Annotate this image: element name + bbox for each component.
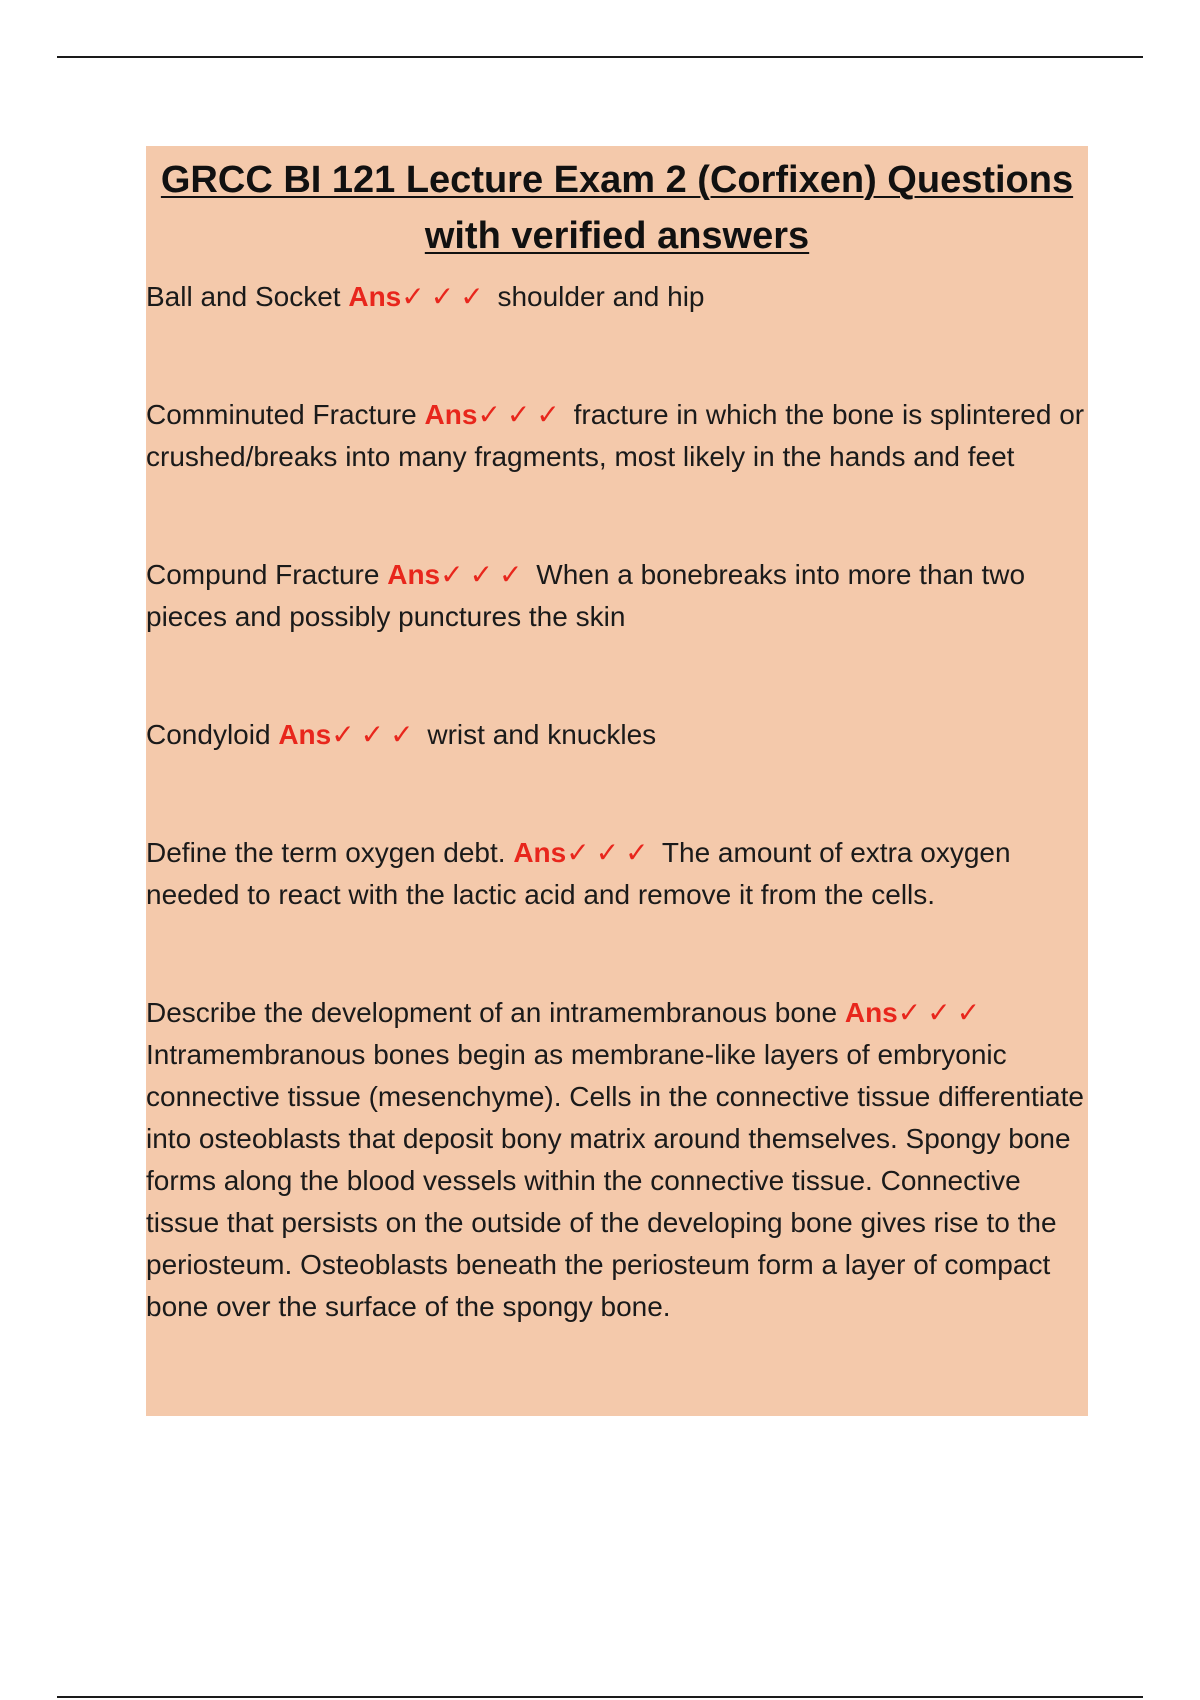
qa-item <box>146 276 1088 318</box>
document-title <box>146 146 1088 264</box>
qa-item <box>146 714 1088 756</box>
question-text: Condyloid <box>146 719 271 750</box>
answer-text: fracture in which the bone is splintered or crushed/breaks into many fragments, most likely in the hands and feet <box>146 399 1085 472</box>
answer-text: When a bonebreaks into more than two pieces and possibly punctures the skin <box>146 559 1026 632</box>
answer-text: wrist and knuckles <box>427 719 657 750</box>
question-text: Define the term oxygen debt. <box>146 837 506 868</box>
qa-item <box>146 394 1088 478</box>
ans-label: Ans <box>844 997 898 1028</box>
title-line-1: GRCC BI 121 Lecture Exam 2 (Corfixen) Questions <box>160 159 1074 201</box>
answer-text: The amount of extra oxygen needed to react with the lactic acid and remove it from the cells. <box>146 837 1011 910</box>
qa-item <box>146 992 1088 1328</box>
qa-item <box>146 554 1088 638</box>
ans-label: Ans <box>424 399 478 430</box>
answer-text: shoulder and hip <box>497 281 705 312</box>
checkmark-icon: ✓✓✓ <box>331 719 420 750</box>
title-line-2: with verified answers <box>424 215 810 257</box>
qa-list <box>146 276 1088 1328</box>
question-text: Describe the development of an intramembranous bone <box>146 997 838 1028</box>
page-top-rule <box>57 56 1143 58</box>
checkmark-icon: ✓✓✓ <box>566 837 655 868</box>
question-text: Comminuted Fracture <box>146 399 417 430</box>
answer-text: Intramembranous bones begin as membrane-like layers of embryonic connective tissue (mesenchyme). Cells in the connective tissue differentiate into osteoblasts that deposit bony matrix around themselves. Spongy bone forms along the blood vessels within the connective tissue. Connective tissue that persists on the outside of the developing bone gives rise to the periosteum. Osteoblasts beneath the periosteum form a layer of compact bone over the surface of the spongy bone. <box>146 1039 1084 1322</box>
checkmark-icon: ✓✓✓ <box>401 281 490 312</box>
checkmark-icon: ✓✓✓ <box>897 997 987 1028</box>
question-text: Compund Fracture <box>146 559 380 590</box>
ans-label: Ans <box>278 719 332 750</box>
ans-label: Ans <box>387 559 441 590</box>
qa-panel <box>146 146 1088 1416</box>
question-text: Ball and Socket <box>146 281 341 312</box>
checkmark-icon: ✓✓✓ <box>440 559 529 590</box>
qa-item <box>146 832 1088 916</box>
page-bottom-rule <box>57 1696 1143 1698</box>
ans-label: Ans <box>513 837 567 868</box>
checkmark-icon: ✓✓✓ <box>477 399 566 430</box>
ans-label: Ans <box>348 281 402 312</box>
